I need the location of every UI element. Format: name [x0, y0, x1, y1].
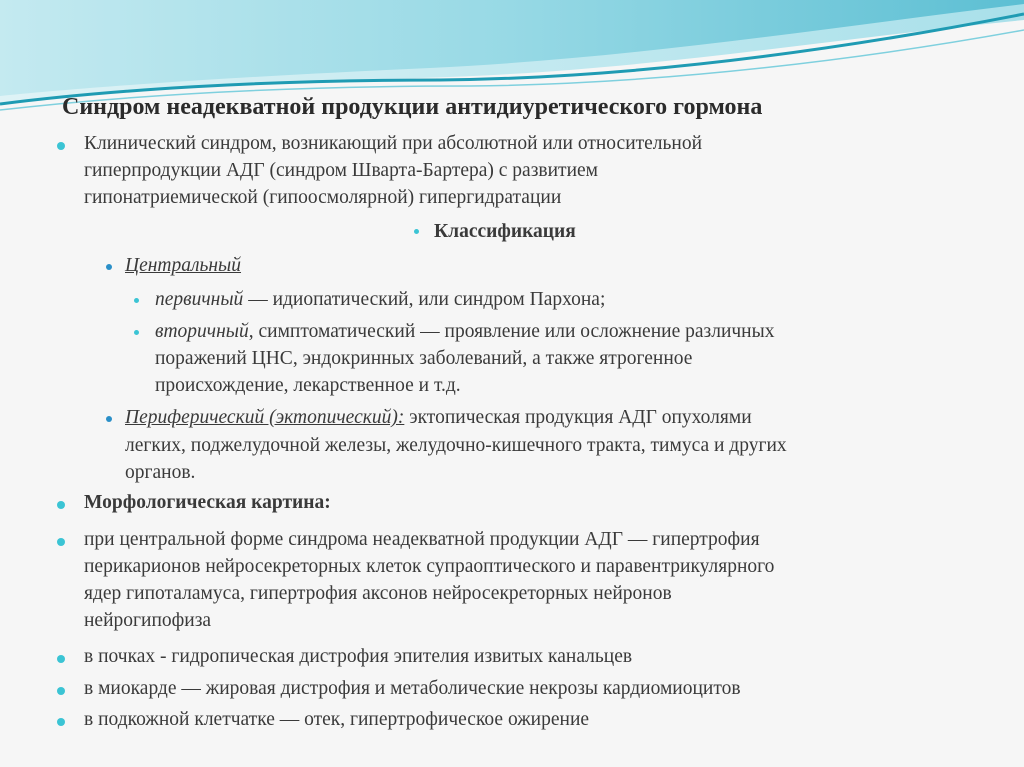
central-secondary-line: вторичный, симптоматический — проявление или осложнение различных [155, 321, 775, 342]
definition-line: гипонатриемической (гипоосмолярной) гипергидратации [84, 187, 562, 208]
definition-line: гиперпродукции АДГ (синдром Шварта-Бартера) с развитием [84, 160, 598, 181]
bullet-dot-icon [57, 687, 65, 695]
morphology-heading: Морфологическая картина: [84, 492, 331, 513]
central-secondary-line: поражений ЦНС, эндокринных заболеваний, а также ятрогенное [155, 348, 693, 369]
bullet-dot-icon [57, 501, 65, 509]
definition-line: Клинический синдром, возникающий при абсолютной или относительной [84, 133, 703, 154]
central-primary: первичный — идиопатический, или синдром Пархона; [155, 289, 606, 310]
morphology-item-line: в почках - гидропическая дистрофия эпителия извитых канальцев [84, 646, 633, 667]
morphology-item-line: ядер гипоталамуса, гипертрофия аксонов нейросекреторных нейронов [84, 583, 672, 604]
bullet-dot-icon [106, 264, 112, 270]
bullet-dot-icon [414, 229, 419, 234]
slide-title: Синдром неадекватной продукции антидиуретического гормона [62, 94, 763, 120]
peripheral-line: Периферический (эктопический): эктопическая продукция АДГ опухолями [125, 407, 752, 428]
morphology-item-line: перикарионов нейросекреторных клеток супраоптического и паравентрикулярного [84, 556, 775, 577]
bullet-dot-icon [106, 416, 112, 422]
bullet-dot-icon [57, 718, 65, 726]
morphology-item-line: нейрогипофиза [84, 610, 212, 631]
bullet-dot-icon [134, 298, 139, 303]
bullet-dot-icon [57, 655, 65, 663]
peripheral-line: органов. [125, 462, 196, 483]
morphology-item-line: при центральной форме синдрома неадекватной продукции АДГ — гипертрофия [84, 529, 760, 550]
bullet-dot-icon [134, 330, 139, 335]
bullet-dot-icon [57, 142, 65, 150]
central-label: Центральный [125, 255, 242, 276]
central-secondary-line: происхождение, лекарственное и т.д. [155, 375, 461, 396]
bullet-dot-icon [57, 538, 65, 546]
peripheral-line: легких, поджелудочной железы, желудочно-кишечного тракта, тимуса и других [125, 435, 787, 456]
morphology-item-line: в подкожной клетчатке — отек, гипертрофическое ожирение [84, 709, 590, 730]
morphology-item-line: в миокарде — жировая дистрофия и метаболические некрозы кардиомиоцитов [84, 678, 741, 699]
classification-heading: Классификация [434, 221, 576, 242]
